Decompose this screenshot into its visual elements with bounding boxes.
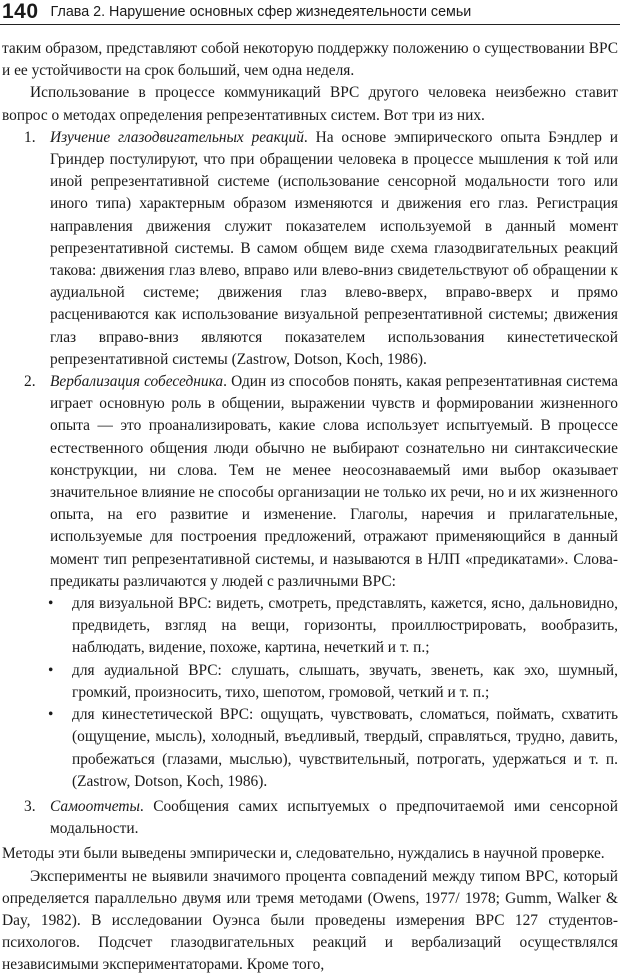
list-item-title: Вербализация собеседника (50, 373, 224, 391)
bullet-icon: • (48, 706, 54, 724)
page-number: 140 (2, 0, 39, 23)
page-header (0, 0, 620, 24)
list-item-title: Самоотчеты (50, 797, 140, 815)
bullet-kinesthetic (2, 704, 618, 793)
list-item-self-reports (2, 796, 618, 840)
header-rule (0, 24, 620, 25)
list-number: 2. (24, 373, 36, 391)
bullet-text: для аудиальной ВРС: слушать, слышать, звучать, звенеть, как эхо, шумный, громкий, произносить, тихо, шепотом, громовой, четкий и т. п.; (72, 661, 618, 701)
list-item-text: . Один из способов понять, какая репрезентативная система играет основную роль в общении, выражении чувств и формировании жизненного опыта — это проанализировать, какие слова использует испытуемый. В процессе естественного общения люди обычно не выбирают сознательно ни синтаксические конструкции, ни слова. Тем не менее неосознаваемый ими выбор оказывает значительное влияние не способы организации не только их речи, но и их жизненного опыта, на его развитие и изменение. Глаголы, наречия и прилагательные, используемые для построения предложений, отражают применяющийся в данный момент тип репрезентативной системы, и называются в НЛП «предикатами». Слова-предикаты различаются у людей с различными ВРС: (50, 373, 618, 590)
bullet-text: для кинестетической ВРС: ощущать, чувствовать, сломаться, поймать, схватить (ощущение, мысль), холодный, въедливый, твердый, справляться, трудно, давить, пробежаться (глазами, мыслью), чувствительный, потрогать, удержаться и т. п. (Zastrow, Dotson, Koch, 1986). (72, 706, 618, 790)
paragraph-continuation: таким образом, представляют собой некоторую поддержку положению о существовании ВРС и ее устойчивости на срок больший, чем одна неделя. (2, 40, 618, 80)
list-item-verbalization (2, 371, 618, 593)
paragraph-experiments: Эксперименты не выявили значимого процента совпадений между типом ВРС, который определяется параллельно двумя или тремя методами (Owens, 1977/ 1978; Gumm, Walker & Day, 1982). В исследовании Оуэнса были проведены измерения ВРС 127 студентов-психологов. Подсчет глазодвигательных реакций и вербализаций осуществлялся независимыми экспериментаторами. Кроме того, (2, 867, 618, 974)
bullet-visual (2, 593, 618, 660)
list-item-eye-movement (2, 127, 618, 371)
running-title: Глава 2. Нарушение основных сфер жизнедеятельности семьи (50, 4, 472, 20)
list-item-text: . На основе эмпирического опыта Бэндлер и Гриндер постулируют, что при обращении человека в процессе мышления к той или иной репрезентативной системе (использование сенсорной модальности того или иного типа) характерным образом изменяются и движения его глаз. Регистрация направления движения служит показателем используемой в данный момент репрезентативной системы. В самом общем виде схема глазодвигательных реакций такова: движения глаз влево, вправо или влево-вниз свидетельствуют об обращении к аудиальной системе; движения глаз влево-вверх, вправо-вверх и прямо расцениваются как использование визуальной репрезентативной системы; движения глаз вправо-вниз являются показателем использования кинестетической репрезентативной системы (Zastrow, Dotson, Koch, 1986). (50, 128, 618, 368)
paragraph-methods: Методы эти были выведены эмпирически и, следовательно, нуждались в научной проверке. (2, 845, 605, 863)
bullet-icon: • (48, 595, 54, 613)
page-body (2, 38, 618, 977)
list-number: 1. (24, 128, 36, 146)
list-item-text: . Сообщения самих испытуемых о предпочитаемой ими сенсорной модальности. (50, 797, 618, 838)
list-number: 3. (24, 797, 36, 815)
list-item-title: Изучение глазодвигательных реакций (50, 128, 304, 146)
paragraph-intro: Использование в процессе коммуникаций ВРС другого человека неизбежно ставит вопрос о методах определения репрезентативных систем. Вот три из них. (2, 84, 618, 124)
bullet-text: для визуальной ВРС: видеть, смотреть, представлять, кажется, ясно, дальновидно, предвидеть, взгляд на вещи, горизонты, проиллюстрировать, вообразить, наблюдать, видение, похоже, картина, нечеткий и т. п.; (72, 595, 618, 657)
bullet-auditory (2, 660, 618, 704)
bullet-icon: • (48, 661, 54, 679)
